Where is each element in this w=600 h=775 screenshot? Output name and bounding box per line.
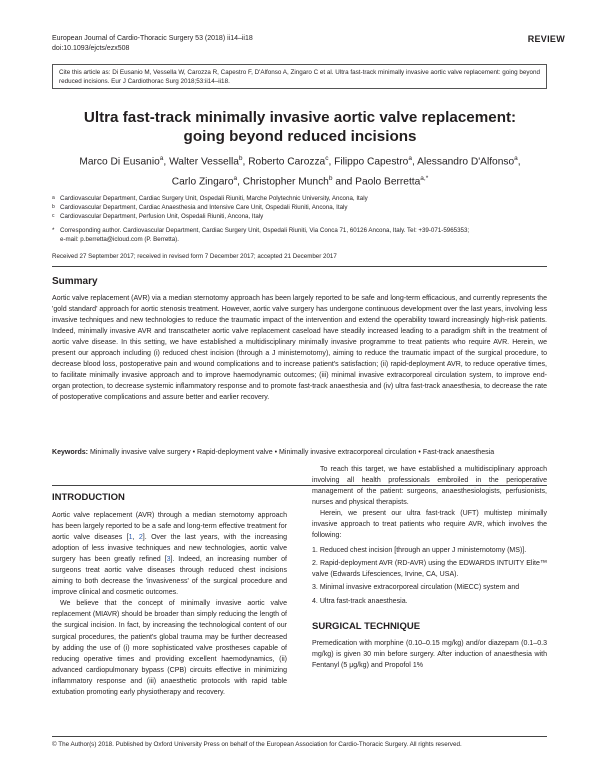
intro-paragraph: Aortic valve replacement (AVR) through a median sternotomy approach has been largely reported to be a safe and long-term effective treatment for aortic valve diseases [1, 2]. Over the last years, with the increasing adoption of less invasive techniques and new technologies, aortic valve surgery has been greatly refined [3]. Indeed, an increasing number of surgeons treat aortic valve diseases through reduced chest incisions aiming to both decrease the 'invasiveness' of the surgical procedure and improve clinical and cosmetic outcomes. [52,512,288,597]
affiliation: b Cardiovascular Department, Cardiac Anaesthesia and Intensive Care Unit, Ospedali Riuniti, Ancona, Italy [52,204,348,212]
doi: doi:10.1093/ejcts/ezx508 [52,44,130,52]
citation-link[interactable]: 3 [166,556,171,564]
author-list: Marco Di Eusanio$^a$, Walter Vessella$^b$, Roberto Carozza$^c$, Filippo Capestro$^a$, Alessandro D'Alfonso$^a$, Carlo Zingaro$^a$, Christopher Munch$^b$ and Paolo Berretta$^{a,*}$ [79,155,521,188]
author-affiliation-mark: a,* [420,175,429,183]
author-affiliation-mark: a [514,155,518,162]
surgical-technique-heading: SURGICAL TECHNIQUE [312,620,421,632]
author: Alessandro D'Alfonso [417,156,515,168]
author-affiliation-mark: b [328,175,333,183]
cite-box: Cite this article as: Di Eusanio M, Vessella W, Carozza R, Capestro F, D'Alfonso A, Zingaro C et al. Ultra fast-track minimally invasive aortic valve replacement: going beyond reduced incisions. Eur J Cardiothorac Surg 2018;53:ii14–ii18. [52,64,547,89]
received-dates: Received 27 September 2017; received in revised form 7 December 2017; accepted 21 December 2017 [52,253,337,260]
intro-paragraph: To reach this target, we have established a multidisciplinary approach involving all health professionals embroiled in the perioperative management of the patient: surgeons, anaesthesiologists, perfusionists, nurses and physical therapists. [312,466,547,507]
list-item: 2. Rapid-deployment AVR (RD-AVR) using the EDWARDS INTUITY Elite™ valve (Edwards Lifesciences, Irvine, CA, USA). [312,560,547,579]
intro-paragraph: Herein, we present our ultra fast-track (UFT) multistep minimally invasive approach to treat patients who require AVR, which involves the following: [312,510,547,540]
keywords [52,447,547,458]
affiliations [52,194,547,222]
section-label: REVIEW [527,34,565,44]
affiliation: a Cardiovascular Department, Cardiac Surgery Unit, Ospedali Riuniti, Marche Polytechnic University, Ancona, Italy [52,195,368,202]
title-line-2: going beyond reduced incisions [183,128,417,145]
surgical-paragraph: Premedication with morphine (0.10–0.15 mg/kg) and/or diazepam (0.1–0.3 mg/kg) is given 30 min before surgery. After induction of anaesthesia with Fentanyl (5 μg/kg) and Propofol 1% [312,639,547,669]
affiliation: c Cardiovascular Department, Perfusion Unit, Ospedali Riuniti, Ancona, Italy [52,213,264,221]
left-column [52,510,287,698]
author-affiliation-mark: a [408,155,412,162]
author-affiliation-mark: c [325,155,329,162]
journal-header [52,34,253,53]
keywords-label: Keywords: [52,449,89,456]
citation-link[interactable]: 1 [128,534,133,542]
list-item: 4. Ultra fast-track anaesthesia. [312,597,408,605]
author: Paolo Berretta [355,176,421,188]
title-line-1: Ultra fast-track minimally invasive aortic valve replacement: [83,109,517,126]
author: Walter Vessella [169,156,239,168]
approach-list [312,545,547,606]
author: Roberto Carozza [248,156,326,168]
divider [52,266,547,267]
list-item: 3. Minimal invasive extracorporeal circulation (MiECC) system and [312,584,520,592]
summary-heading: Summary [52,276,98,287]
summary-text: Aortic valve replacement (AVR) via a median sternotomy approach has been largely reported to be safe and long-term efficacious, and currently represents the 'gold standard' approach for aortic stenosis treatment. However, aortic valve surgery has undergone continuous development over the last years, involving less invasive techniques and new technologies to reduce the traumatic impact of the intervention and extend the operability toward increasingly high-risk patients. Indeed, minimally invasive AVR and transcatheter aortic valve replacement caseload have steadily increased leading to a paradigm shift in the treatment of aortic valve disease. In this setting, we have established a multidisciplinary minimally invasive programme to treat patients who require AVR. Herein, we present our approach including (i) reduced chest incision (through a J ministernotomy), aiming to reduce the traumatic impact of the surgical procedure, to decrease blood loss, postoperative pain and wound complications and to increase patient's satisfaction; (ii) rapid-deployment AVR, to reduce operative times, to facilitate minimally invasive approach and to improve haemodynamic outcomes; (iii) minimal invasive extracorporeal circulation system, to improve end-organ protection, to decrease systemic inflammatory response and to promote fast-track anaesthesia and (iv) ultra fast-track anaesthesia, to decrease the rate of postoperative complications and assure better and earlier recovery. [52,295,547,401]
journal-citation: European Journal of Cardio-Thoracic Surgery 53 (2018) ii14–ii18 [52,35,253,42]
divider [52,736,547,737]
corresponding-author: * Corresponding author. Cardiovascular Department, Cardiac Surgery Unit, Ospedali Riuniti, Via Conca 71, 60126 Ancona, Italy. Tel: +39-071-5965353; e-mail: p.berretta@icloud.com (P. Berretta). [52,227,470,244]
copyright-footer: © The Author(s) 2018. Published by Oxford University Press on behalf of the European Association for Cardio-Thoracic Surgery. All rights reserved. [52,741,462,748]
right-column [312,464,547,671]
author-affiliation-mark: b [238,155,243,162]
author: Carlo Zingaro [171,176,234,188]
author: Christopher Munch [242,176,329,188]
list-item: 1. Reduced chest incision [through an upper J ministernotomy (MS)]. [312,547,527,555]
author: Filippo Capestro [334,156,409,168]
intro-paragraph: We believe that the concept of minimally invasive aortic valve replacement (MIAVR) should be broader than simply reducing the length of the surgical incision. In fact, by increasing the technological content of our surgical procedures, the patient's global trauma may be further decreased by adding the use of (i) more sophisticated valve prostheses capable of reducing operative times and providing excellent haemodynamics, (ii) advanced cardiopulmonary bypass (CPB) circuits effective in minimizing inflammatory response and (iii) anaesthetic protocols with rapid table extubation promoting early physiotherapy and recovery. [52,600,287,696]
intro-heading: INTRODUCTION [52,492,125,503]
author: Marco Di Eusanio [79,156,160,168]
citation-link[interactable]: 2 [138,534,143,542]
article-title [40,108,560,146]
keywords-text: Minimally invasive valve surgery • Rapid-deployment valve • Minimally invasive extracorporeal circulation • Fast-track anaesthesia [90,449,495,456]
author-affiliation-mark: a [159,155,164,162]
author-affiliation-mark: a [233,175,238,183]
